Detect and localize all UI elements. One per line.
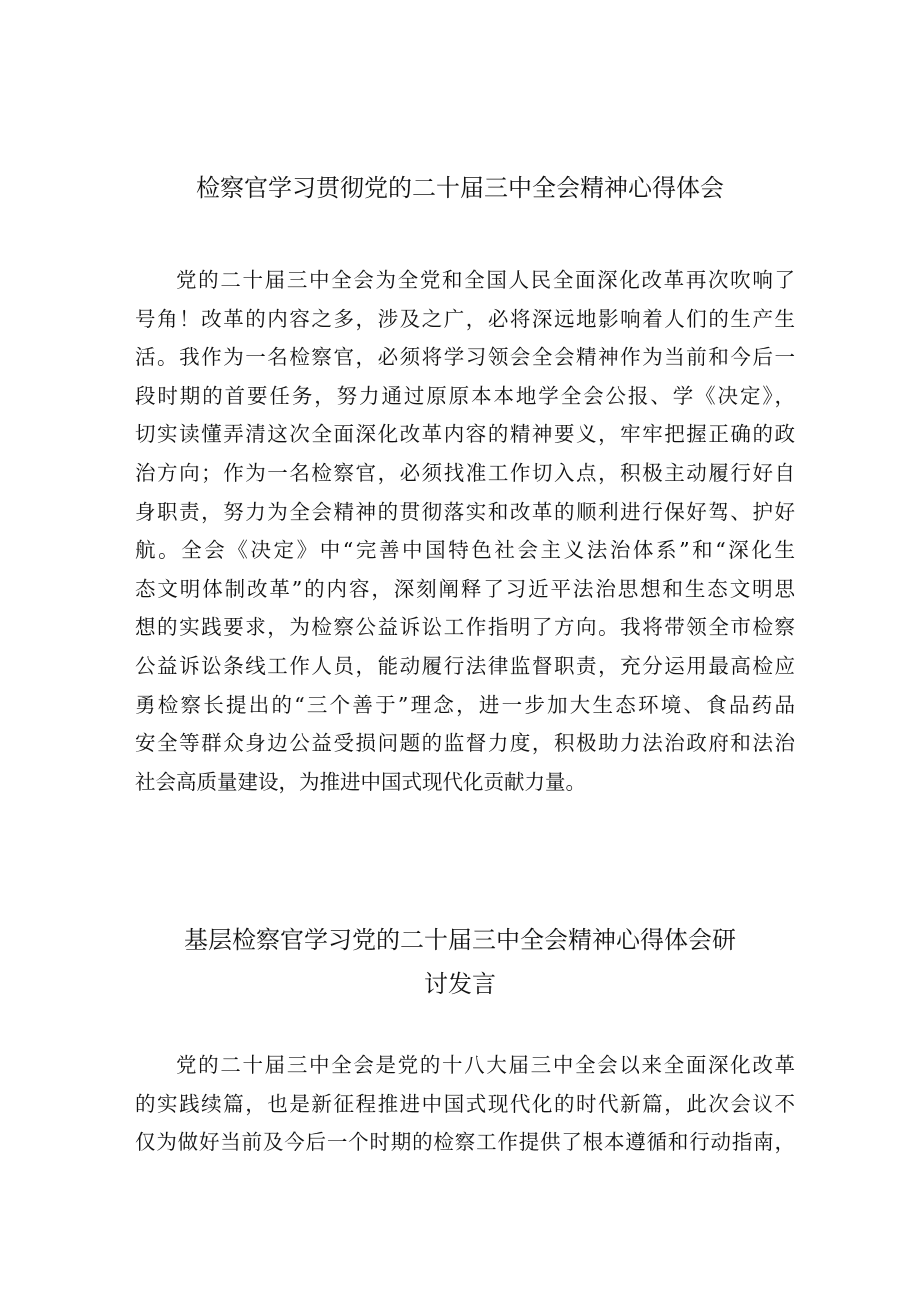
paragraph-line: 号角！改革的内容之多，涉及之广，必将深远地影响着人们的生产生 (135, 306, 795, 331)
section-2-paragraph (135, 1046, 795, 1162)
paragraph-line: 社会高质量建设，为推进中国式现代化贡献力量。 (135, 769, 586, 794)
paragraph-line: 段时期的首要任务，努力通过原原本本地学全会公报、学《决定》， (135, 383, 795, 408)
paragraph-line: 公益诉讼条线工作人员，能动履行法律监督职责，充分运用最高检应 (135, 653, 795, 678)
paragraph-line: 党的二十届三中全会为全党和全国人民全面深化改革再次吹响了 (176, 268, 795, 292)
title-line: 基层检察官学习党的二十届三中全会精神心得体会研 (184, 926, 736, 954)
paragraph-line: 身职责，努力为全会精神的贯彻落实和改革的顺利进行保好驾、护好 (135, 499, 795, 524)
paragraph-line: 的实践续篇，也是新征程推进中国式现代化的时代新篇，此次会议不 (135, 1091, 795, 1116)
paragraph-line: 安全等群众身边公益受损问题的监督力度，积极助力法治政府和法治 (135, 731, 795, 756)
section-2-title (130, 918, 790, 1006)
paragraph-line: 活。我作为一名检察官，必须将学习领会全会精神作为当前和今后一 (135, 345, 795, 370)
paragraph-line: 切实读懂弄清这次全面深化改革内容的精神要义，牢牢把握正确的政 (135, 422, 795, 447)
paragraph-line: 治方向；作为一名检察官，必须找准工作切入点，积极主动履行好自 (135, 460, 795, 485)
section-1-title: 检察官学习贯彻党的二十届三中全会精神心得体会 (196, 174, 724, 202)
title-line: 讨发言 (424, 970, 496, 998)
paragraph-line: 仅为做好当前及今后一个时期的检察工作提供了根本遵循和行动指南， (135, 1130, 795, 1155)
paragraph-line: 党的二十届三中全会是党的十八大届三中全会以来全面深化改革 (176, 1053, 795, 1077)
paragraph-line: 想的实践要求，为检察公益诉讼工作指明了方向。我将带领全市检察 (135, 615, 795, 640)
section-1-paragraph (135, 261, 795, 801)
paragraph-line: 勇检察长提出的“三个善于”理念，进一步加大生态环境、食品药品 (135, 692, 795, 717)
paragraph-line: 态文明体制改革”的内容，深刻阐释了习近平法治思想和生态文明思 (135, 576, 795, 601)
paragraph-line: 航。全会《决定》中“完善中国特色社会主义法治体系”和“深化生 (135, 538, 795, 563)
